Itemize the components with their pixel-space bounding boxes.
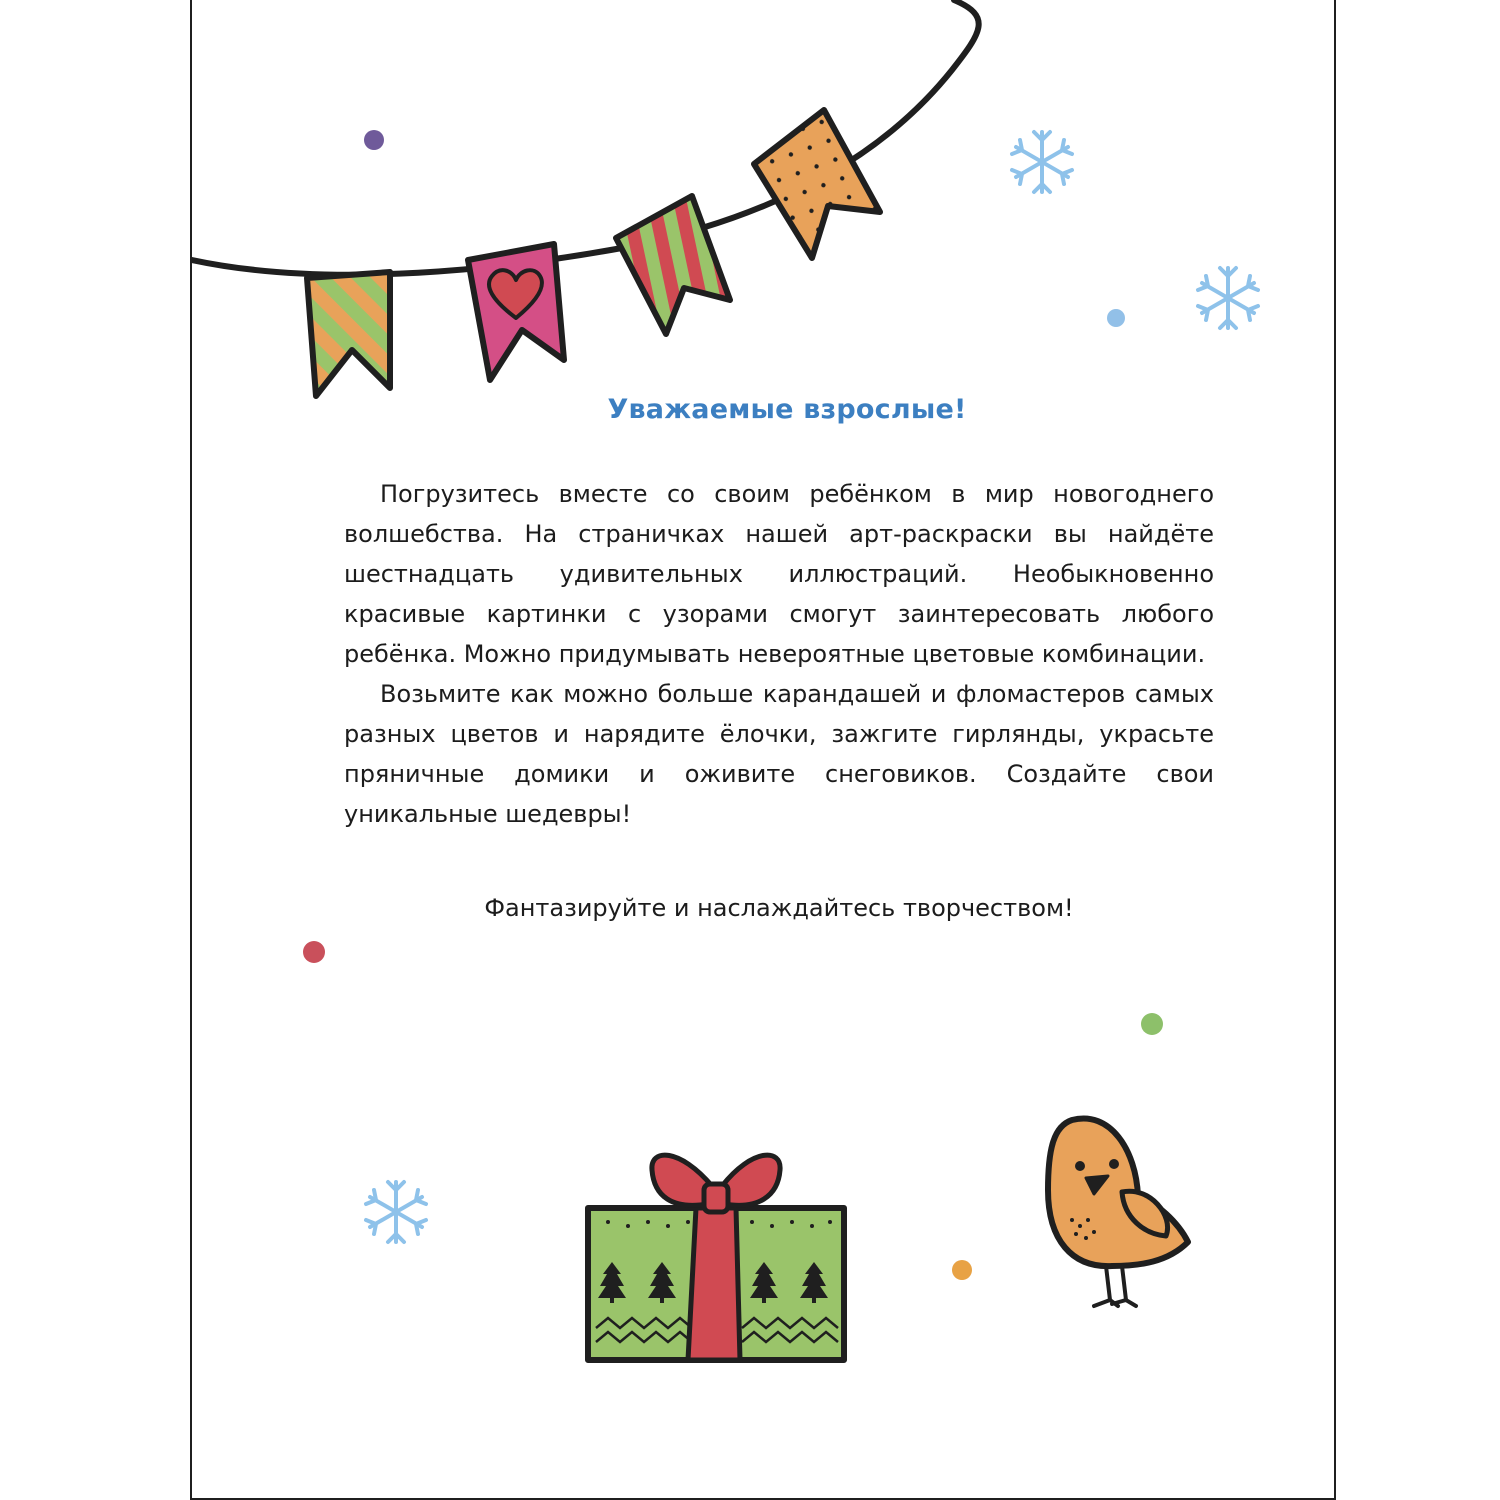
snowflake-icon xyxy=(1198,268,1258,328)
confetti-dot xyxy=(1141,1013,1163,1035)
snowflake-icon xyxy=(1012,132,1072,192)
snowflake-icon xyxy=(366,1182,426,1242)
confetti-dot xyxy=(952,1260,972,1280)
gift-box-illustration xyxy=(588,1155,844,1360)
confetti-dot xyxy=(303,941,325,963)
flag-red-green-striped xyxy=(616,196,730,334)
confetti-dot xyxy=(364,130,384,150)
closing-line: Фантазируйте и наслаждайтесь творчеством! xyxy=(484,894,1074,922)
paragraph-1: Погрузитесь вместе со своим ребёнком в мир новогоднего волшебства. На страничках нашей арт-раскраски вы найдёте шестнадцать удивительных иллюстраций. Необыкновенно красивые картинки с узорами смогут заинтересовать любого ребёнка. Можно придумывать невероятные цветовые комбинации. xyxy=(344,480,1214,668)
paragraph-2: Возьмите как можно больше карандашей и фломастеров самых разных цветов и нарядите ёлочки, зажгите гирлянды, украсьте пряничные домики и оживите снеговиков. Создайте свои уникальные шедевры! xyxy=(344,680,1214,828)
bird-illustration xyxy=(1048,1118,1188,1306)
page-heading: Уважаемые взрослые! xyxy=(607,394,967,425)
flag-orange-striped xyxy=(307,272,390,396)
flag-orange-dotted xyxy=(754,110,880,258)
garland-rope xyxy=(192,0,979,275)
confetti-dot xyxy=(1107,309,1125,327)
book-page xyxy=(190,0,1336,1500)
intro-text xyxy=(344,474,1214,834)
